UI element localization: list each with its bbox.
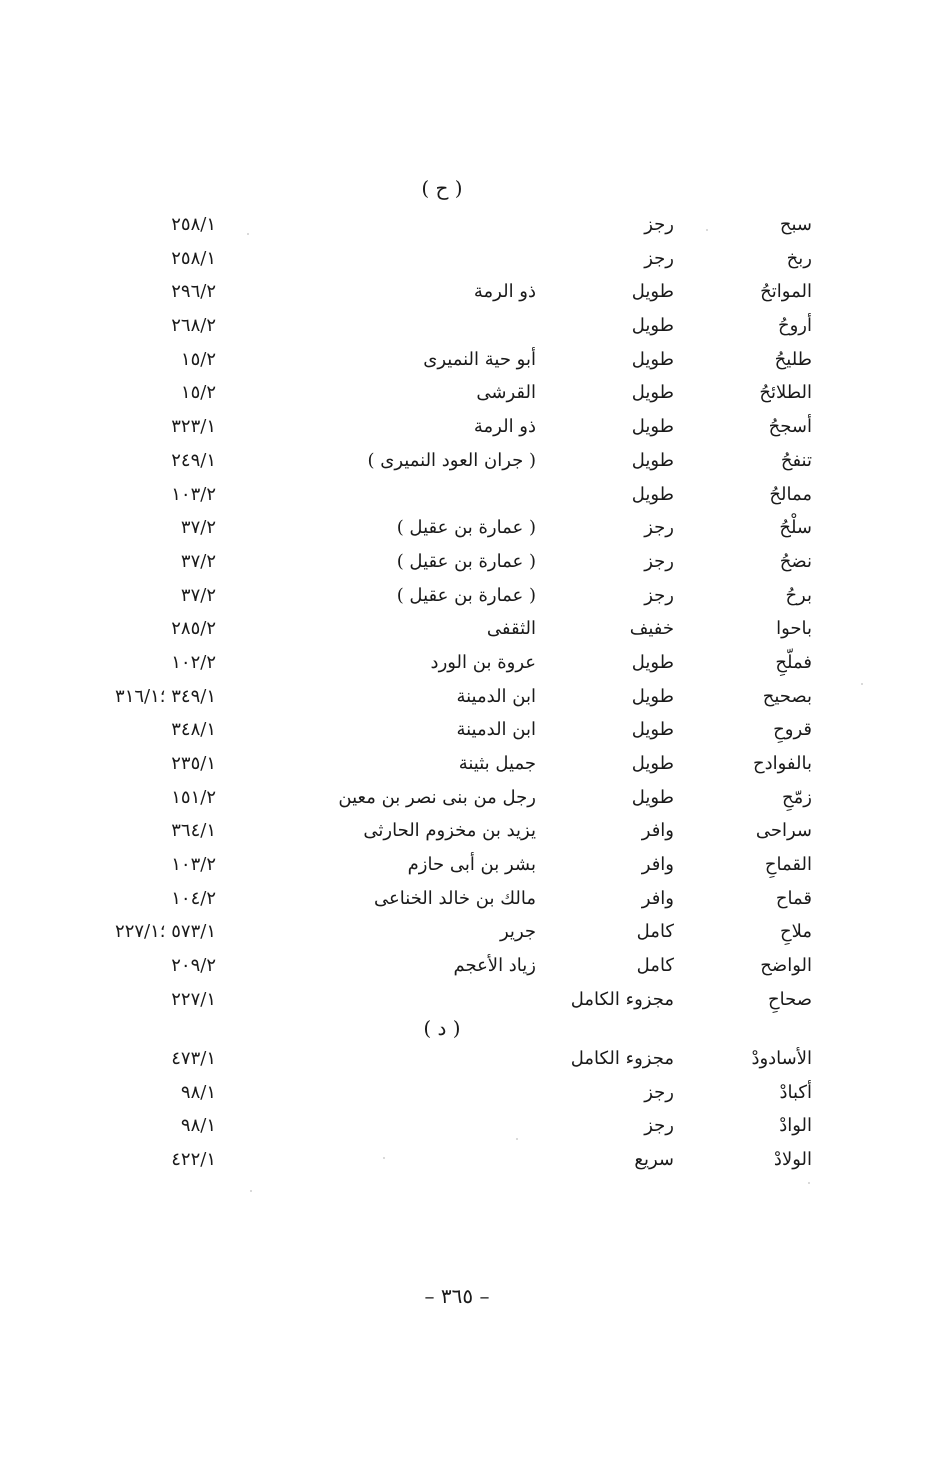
scan-speck — [808, 1182, 810, 1184]
volume-page-reference: ٢٨٥/٢ — [171, 618, 216, 640]
index-row — [0, 315, 944, 349]
index-row — [0, 281, 944, 315]
meter-name: خفيف — [629, 618, 674, 640]
section-dal-rows — [0, 1048, 944, 1183]
poet-name: زياد الأعجم — [453, 955, 536, 977]
index-row — [0, 888, 944, 922]
poet-name: ذو الرمة — [473, 416, 536, 438]
rhyme-word: قماح — [775, 887, 812, 909]
meter-name: طويل — [631, 416, 674, 438]
index-row — [0, 618, 944, 652]
rhyme-word: فملّحِ — [775, 651, 812, 673]
index-row — [0, 820, 944, 854]
rhyme-word: ملاحِ — [779, 921, 812, 943]
volume-page-reference: ٢٠٩/٢ — [171, 955, 216, 977]
rhyme-word: صحاحِ — [767, 988, 812, 1010]
meter-name: كامل — [636, 955, 674, 977]
volume-page-reference: ٢٥٨/١ — [171, 214, 216, 235]
rhyme-word: باحوا — [776, 618, 812, 640]
meter-name: وافر — [641, 820, 674, 842]
section-ha-rows — [0, 214, 944, 1023]
rhyme-word: أروحُ — [777, 315, 812, 337]
index-row — [0, 921, 944, 955]
scan-speck — [247, 233, 249, 235]
index-row — [0, 450, 944, 484]
meter-name: طويل — [631, 449, 674, 471]
poet-name: القرشى — [476, 382, 536, 404]
volume-page-reference: ٢٢٧/١ — [171, 988, 216, 1010]
rhyme-word: الوادْ — [779, 1115, 812, 1137]
meter-name: طويل — [631, 348, 674, 370]
meter-name: طويل — [631, 651, 674, 673]
poet-name: ذو الرمة — [473, 281, 536, 303]
rhyme-word: بصحيح — [762, 685, 812, 707]
scan-speck — [706, 229, 708, 231]
poet-name: يزيد بن مخزوم الحارثى — [363, 820, 536, 842]
volume-page-reference: ١٠٣/٢ — [171, 483, 216, 505]
index-row — [0, 1048, 944, 1082]
index-row — [0, 686, 944, 720]
volume-page-reference: ٣٧/٢ — [180, 584, 216, 606]
index-row — [0, 214, 944, 248]
index-row — [0, 585, 944, 619]
rhyme-word: ربخ — [786, 247, 812, 269]
meter-name: رجز — [644, 1081, 674, 1103]
poet-name: أبو حية النميرى — [423, 348, 536, 370]
index-row — [0, 719, 944, 753]
volume-page-reference: ٣٤٩/١ ؛٣١٦/١ — [115, 685, 216, 707]
volume-page-reference: ١٥/٢ — [180, 348, 216, 370]
volume-page-reference: ١٥/٢ — [180, 382, 216, 404]
rhyme-word: قروحِ — [773, 719, 812, 741]
poet-name: جرير — [500, 921, 536, 943]
volume-page-reference: ١٠٢/٢ — [171, 651, 216, 673]
rhyme-word: أسجحُ — [768, 416, 812, 438]
rhyme-word: بالفوادح — [752, 753, 812, 774]
meter-name: رجز — [644, 1115, 674, 1137]
rhyme-word: سلْحُ — [779, 517, 812, 539]
poet-name: بشر بن أبى حازم — [407, 854, 536, 876]
index-row — [0, 416, 944, 450]
meter-name: رجز — [644, 550, 674, 572]
volume-page-reference: ٣٤٨/١ — [171, 719, 216, 741]
volume-page-reference: ٣٧/٢ — [180, 517, 216, 539]
meter-name: مجزوء الكامل — [570, 988, 674, 1010]
volume-page-reference: ٢٦٨/٢ — [171, 315, 216, 337]
index-row — [0, 517, 944, 551]
poet-name: مالك بن خالد الخناعى — [374, 887, 536, 909]
scan-speck — [861, 683, 863, 685]
meter-name: طويل — [631, 281, 674, 303]
meter-name: رجز — [644, 247, 674, 269]
volume-page-reference: ٩٨/١ — [180, 1115, 216, 1137]
meter-name: كامل — [636, 921, 674, 943]
rhyme-word: سراحى — [755, 820, 812, 842]
volume-page-reference: ٢٣٥/١ — [171, 753, 216, 774]
scan-speck — [516, 1138, 518, 1140]
meter-name: طويل — [631, 382, 674, 404]
scan-speck — [250, 1190, 252, 1192]
rhyme-word: زمّحِ — [782, 786, 812, 808]
poet-name: الثقفى — [486, 618, 536, 640]
rhyme-word: الأسادودْ — [751, 1048, 812, 1069]
poet-name: ( عمارة بن عقيل ) — [396, 517, 536, 539]
index-row — [0, 1115, 944, 1149]
poet-name: ( عمارة بن عقيل ) — [396, 550, 536, 572]
poet-name: ابن الدمينة — [456, 685, 536, 707]
rhyme-word: تنفحُ — [780, 449, 812, 471]
index-row — [0, 484, 944, 518]
rhyme-word: القماحِ — [764, 854, 812, 876]
section-title-ha: ( ح ) — [421, 176, 463, 200]
volume-page-reference: ٢٤٩/١ — [171, 449, 216, 471]
volume-page-reference: ٢٩٦/٢ — [171, 281, 216, 303]
rhyme-word: نضحُ — [779, 550, 812, 572]
page-number: – ٣٦٥ – — [424, 1284, 490, 1308]
poet-name: رجل من بنى نصر بن معين — [338, 786, 536, 808]
rhyme-word: طليحُ — [774, 348, 812, 370]
meter-name: وافر — [641, 854, 674, 876]
index-row — [0, 652, 944, 686]
rhyme-word: ممالحُ — [769, 483, 812, 505]
meter-name: طويل — [631, 786, 674, 808]
rhyme-word: المواتحُ — [760, 281, 812, 303]
index-row — [0, 753, 944, 787]
meter-name: رجز — [644, 214, 674, 235]
index-row — [0, 955, 944, 989]
volume-page-reference: ٤٧٣/١ — [171, 1048, 216, 1069]
meter-name: سريع — [634, 1149, 674, 1171]
index-row — [0, 1149, 944, 1183]
rhyme-word: الطلائحُ — [759, 382, 812, 404]
volume-page-reference: ١٠٤/٢ — [171, 887, 216, 909]
volume-page-reference: ٥٧٣/١ ؛٢٢٧/١ — [115, 921, 216, 943]
meter-name: رجز — [644, 584, 674, 606]
volume-page-reference: ٢٥٨/١ — [171, 247, 216, 269]
poet-name: ( عمارة بن عقيل ) — [396, 584, 536, 606]
index-row — [0, 787, 944, 821]
section-title-dal: ( د ) — [423, 1016, 461, 1040]
volume-page-reference: ٣٧/٢ — [180, 550, 216, 572]
meter-name: طويل — [631, 719, 674, 741]
meter-name: وافر — [641, 887, 674, 909]
meter-name: طويل — [631, 685, 674, 707]
volume-page-reference: ١٥١/٢ — [171, 786, 216, 808]
rhyme-word: أكبادْ — [779, 1081, 812, 1103]
poet-name: جميل بثينة — [458, 753, 536, 774]
index-row — [0, 349, 944, 383]
index-row — [0, 382, 944, 416]
meter-name: طويل — [631, 483, 674, 505]
index-row — [0, 1082, 944, 1116]
meter-name: رجز — [644, 517, 674, 539]
volume-page-reference: ٩٨/١ — [180, 1081, 216, 1103]
volume-page-reference: ٣٢٣/١ — [171, 416, 216, 438]
scan-speck — [383, 1157, 385, 1159]
poet-name: ابن الدمينة — [456, 719, 536, 741]
meter-name: مجزوء الكامل — [570, 1048, 674, 1069]
volume-page-reference: ٤٢٢/١ — [171, 1149, 216, 1171]
meter-name: طويل — [631, 315, 674, 337]
rhyme-word: برحُ — [785, 584, 812, 606]
poet-name: عروة بن الورد — [430, 651, 536, 673]
rhyme-word: الواضح — [760, 955, 812, 977]
volume-page-reference: ١٠٣/٢ — [171, 854, 216, 876]
index-row — [0, 551, 944, 585]
index-row — [0, 248, 944, 282]
meter-name: طويل — [631, 753, 674, 774]
index-row — [0, 854, 944, 888]
poet-name: ( جران العود النميرى ) — [367, 449, 536, 471]
volume-page-reference: ٣٦٤/١ — [171, 820, 216, 842]
rhyme-word: الولادْ — [773, 1149, 812, 1171]
rhyme-word: سبح — [779, 214, 812, 235]
